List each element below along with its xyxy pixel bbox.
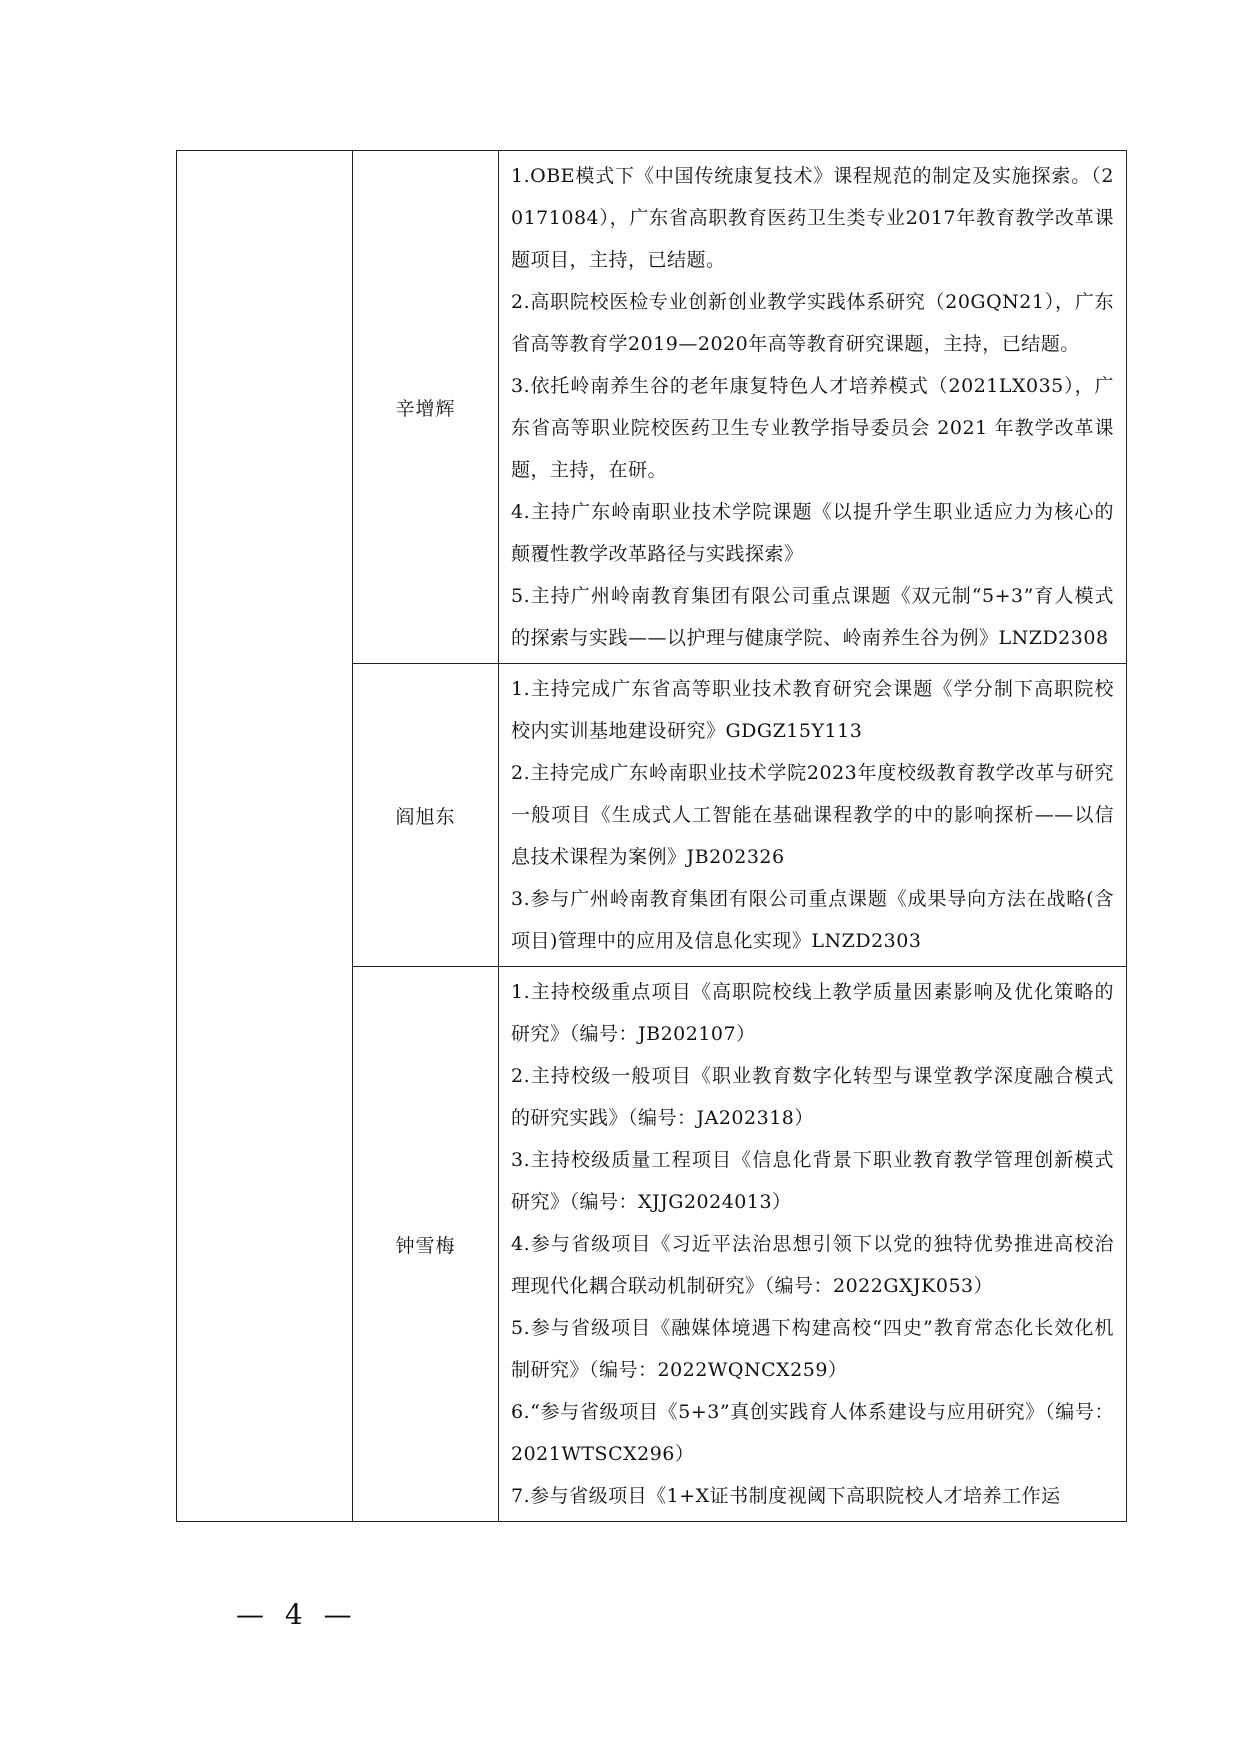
project-item: 5.主持广州岭南教育集团有限公司重点课题《双元制“5+3”育人模式的探索与实践——以护理与健康学院、岭南养生谷为例》LNZD2308 xyxy=(511,585,1114,649)
person-name-cell: 钟雪梅 xyxy=(353,967,499,1522)
project-item: 6.“参与省级项目《5+3”真创实践育人体系建设与应用研究》（编号：2021WTSCX296） xyxy=(511,1401,1114,1465)
project-item: 1.主持校级重点项目《高职院校线上教学质量因素影响及优化策略的研究》（编号：JB202107） xyxy=(511,981,1114,1045)
project-item: 3.参与广州岭南教育集团有限公司重点课题《成果导向方法在战略(含项目)管理中的应用及信息化实现》LNZD2303 xyxy=(511,888,1114,952)
project-item: 2.主持完成广东岭南职业技术学院2023年度校级教育教学改革与研究一般项目《生成式人工智能在基础课程教学的中的影响探析——以信息技术课程为案例》JB202326 xyxy=(511,762,1114,868)
project-item: 1.主持完成广东省高等职业技术教育研究会课题《学分制下高职院校校内实训基地建设研究》GDGZ15Y113 xyxy=(511,678,1114,742)
project-item: 5.参与省级项目《融媒体境遇下构建高校“四史”教育常态化长效化机制研究》（编号：2022WQNCX259） xyxy=(511,1317,1114,1381)
page-number: — 4 — xyxy=(236,1598,358,1631)
projects-cell xyxy=(499,151,1127,664)
project-item: 2.主持校级一般项目《职业教育数字化转型与课堂教学深度融合模式的研究实践》（编号：JA202318） xyxy=(511,1065,1114,1129)
project-item: 3.依托岭南养生谷的老年康复特色人才培养模式（2021LX035），广东省高等职业院校医药卫生专业教学指导委员会 2021 年教学改革课题，主持，在研。 xyxy=(511,375,1114,481)
project-item: 3.主持校级质量工程项目《信息化背景下职业教育教学管理创新模式研究》（编号：XJJG2024013） xyxy=(511,1149,1114,1213)
project-item: 4.参与省级项目《习近平法治思想引领下以党的独特优势推进高校治理现代化耦合联动机制研究》（编号：2022GXJK053） xyxy=(511,1233,1114,1297)
blank-category-cell xyxy=(177,151,353,1522)
person-name-cell: 阎旭东 xyxy=(353,664,499,967)
content-table xyxy=(176,150,1127,1522)
project-item: 2.高职院校医检专业创新创业教学实践体系研究（20GQN21），广东省高等教育学2019—2020年高等教育研究课题，主持，已结题。 xyxy=(511,291,1114,355)
project-item: 4.主持广东岭南职业技术学院课题《以提升学生职业适应力为核心的颠覆性教学改革路径与实践探索》 xyxy=(511,501,1114,565)
person-name-cell: 辛增辉 xyxy=(353,151,499,664)
table-row xyxy=(177,151,1127,664)
project-item: 1.OBE模式下《中国传统康复技术》课程规范的制定及实施探索。（20171084），广东省高职教育医药卫生类专业2017年教育教学改革课题项目，主持，已结题。 xyxy=(511,165,1114,271)
projects-cell xyxy=(499,664,1127,967)
project-item: 7.参与省级项目《1+X证书制度视阈下高职院校人才培养工作运 xyxy=(511,1485,1061,1507)
projects-cell xyxy=(499,967,1127,1522)
